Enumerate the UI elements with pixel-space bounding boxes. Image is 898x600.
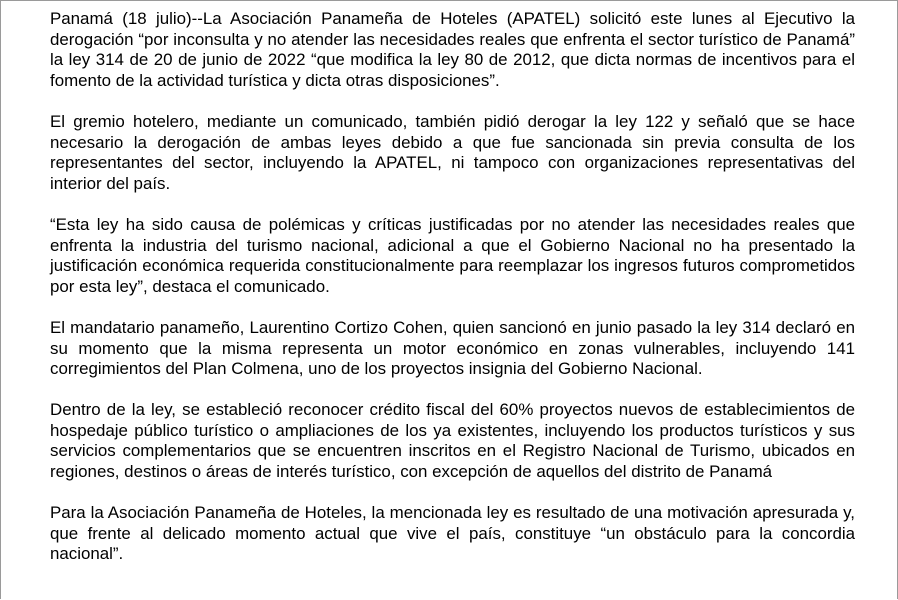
paragraph-5: Dentro de la ley, se estableció reconocer crédito fiscal del 60% proyectos nuevos de establecimientos de hospedaje público turístico o ampliaciones de los ya existentes, incluyendo los productos turísticos y sus servicios complementarios que se encuentren inscritos en el Registro Nacional de Turismo, ubicados en regiones, destinos o áreas de interés turístico, con excepción de aquellos del distrito de Panamá (50, 400, 855, 482)
paragraph-2: El gremio hotelero, mediante un comunicado, también pidió derogar la ley 122 y señaló que se hace necesario la derogación de ambas leyes debido a que fue sancionada sin previa consulta de los representantes del sector, incluyendo la APATEL, ni tampoco con organizaciones representativas del interior del país. (50, 111, 855, 193)
paragraph-6: Para la Asociación Panameña de Hoteles, la mencionada ley es resultado de una motivación apresurada y, que frente al delicado momento actual que vive el país, constituye “un obstáculo para la concordia nacional”. (50, 503, 855, 564)
article-body (50, 9, 855, 586)
paragraph-4: El mandatario panameño, Laurentino Cortizo Cohen, quien sancionó en junio pasado la ley 314 declaró en su momento que la misma representa un motor económico en zonas vulnerables, incluyendo 141 corregimientos del Plan Colmena, uno de los proyectos insignia del Gobierno Nacional. (50, 317, 855, 379)
paragraph-3: “Esta ley ha sido causa de polémicas y críticas justificadas por no atender las necesidades reales que enfrenta la industria del turismo nacional, adicional a que el Gobierno Nacional no ha presentado la justificación económica requerida constitucionalmente para reemplazar los ingresos futuros comprometidos por esta ley”, destaca el comunicado. (50, 214, 855, 296)
paragraph-1: Panamá (18 julio)--La Asociación Panameña de Hoteles (APATEL) solicitó este lunes al Ejecutivo la derogación “por inconsulta y no atender las necesidades reales que enfrenta el sector turístico de Panamá” la ley 314 de 20 de junio de 2022 “que modifica la ley 80 de 2012, que dicta normas de incentivos para el fomento de la actividad turística y dicta otras disposiciones”. (50, 9, 855, 90)
